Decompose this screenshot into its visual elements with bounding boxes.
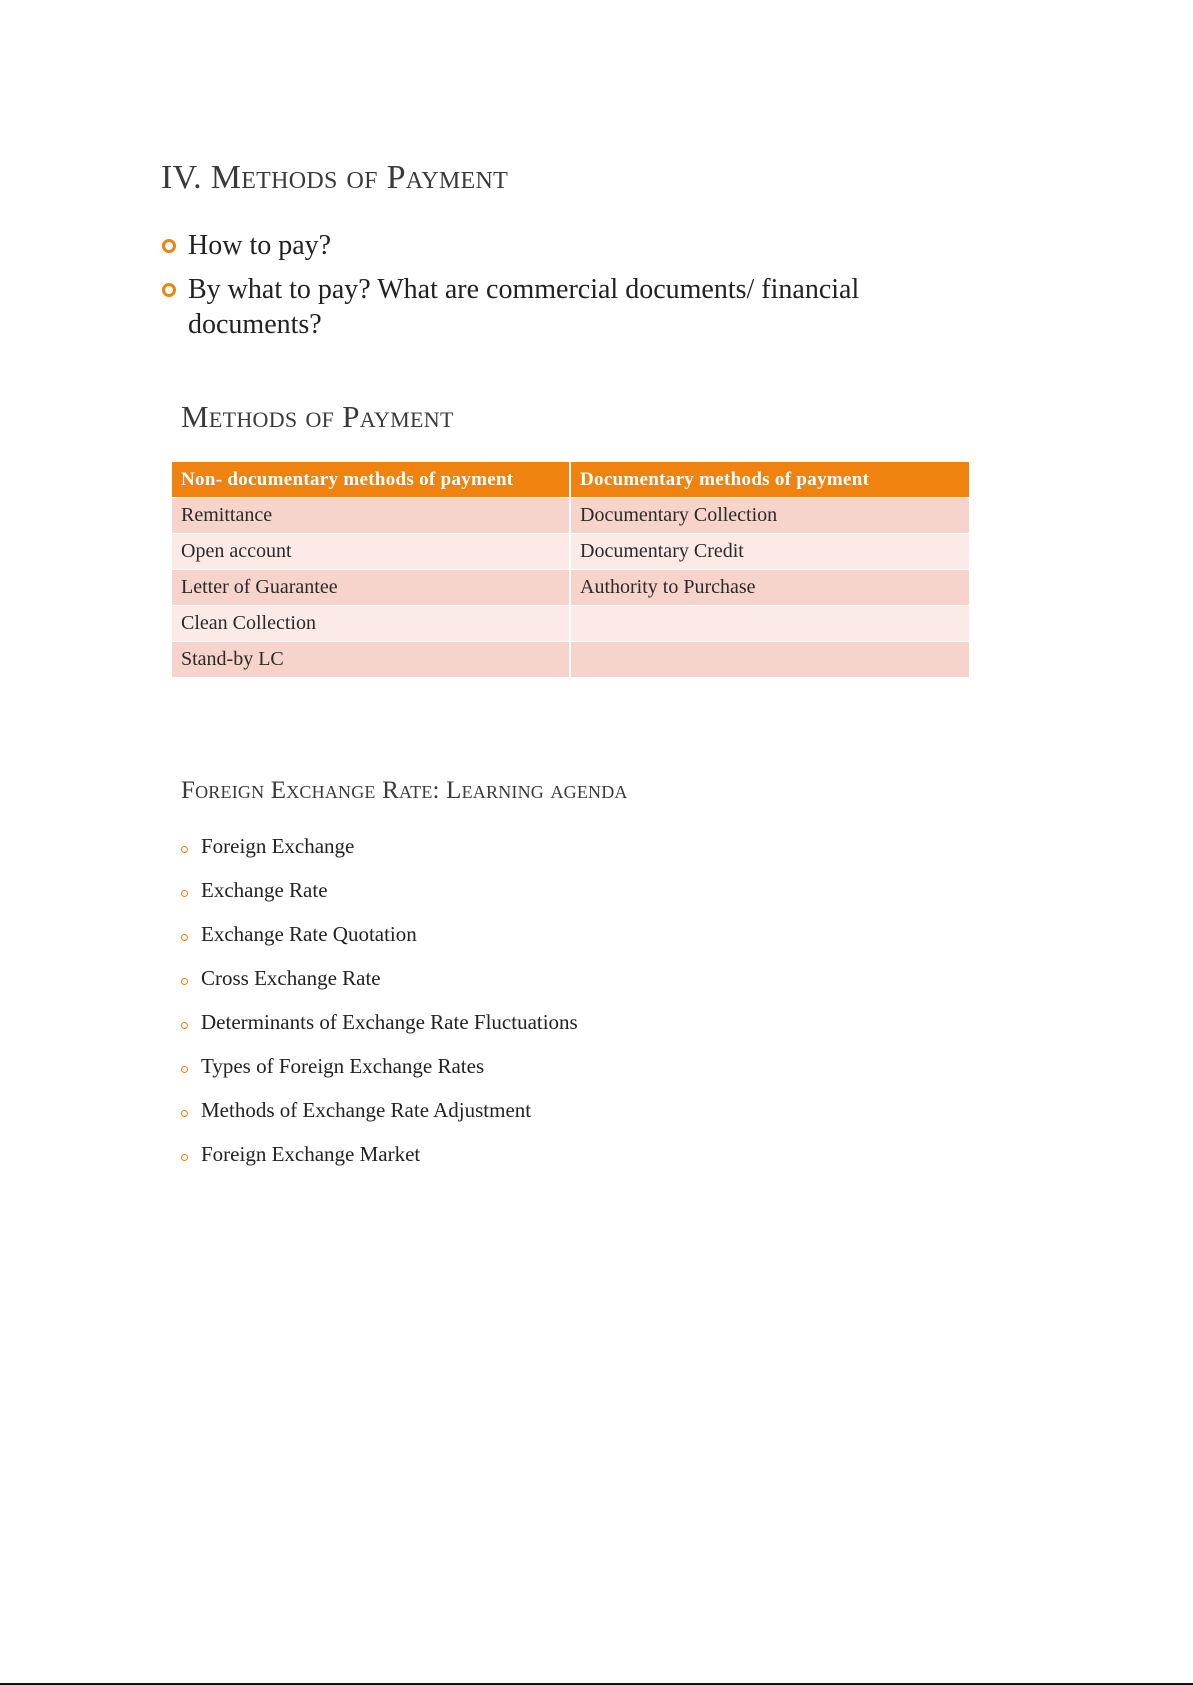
bullet-circle-icon: [181, 1022, 188, 1029]
table-row: [172, 534, 969, 570]
payment-methods-table: [172, 462, 969, 678]
table-cell: [570, 642, 969, 678]
table-cell: Clean Collection: [172, 606, 570, 642]
agenda-list: [180, 831, 880, 1183]
section-title: IV. Methods of Payment: [161, 159, 509, 196]
table-row: [172, 498, 969, 534]
agenda-item-text: Types of Foreign Exchange Rates: [201, 1054, 485, 1078]
bullet-circle-icon: [181, 978, 188, 985]
table-cell: Documentary Collection: [570, 498, 969, 534]
bullet-circle-icon: [181, 1066, 188, 1073]
agenda-item-text: Determinants of Exchange Rate Fluctuations: [201, 1010, 578, 1034]
table-row: [172, 606, 969, 642]
table-cell: Open account: [172, 534, 570, 570]
table-cell: Stand-by LC: [172, 642, 570, 678]
table-header-row: [172, 462, 969, 498]
question-text: By what to pay? What are commercial documents/ financial documents?: [188, 274, 860, 340]
table-cell: Authority to Purchase: [570, 570, 969, 606]
header-non-documentary: Non- documentary methods of payment: [172, 462, 570, 498]
table-cell: Letter of Guarantee: [172, 570, 570, 606]
payment-table-title: Methods of Payment: [181, 399, 454, 434]
list-item: [180, 1095, 880, 1139]
agenda-item-text: Exchange Rate Quotation: [201, 922, 417, 946]
table-cell: [570, 606, 969, 642]
header-documentary: Documentary methods of payment: [570, 462, 969, 498]
bullet-circle-icon: [181, 890, 188, 897]
list-item: [180, 919, 880, 963]
table-row: [172, 570, 969, 606]
list-item: [180, 963, 880, 1007]
agenda-title: Foreign Exchange Rate: Learning agenda: [181, 777, 628, 804]
question-list: [160, 228, 940, 351]
list-item: [180, 875, 880, 919]
bullet-circle-icon: [181, 1110, 188, 1117]
agenda-item-text: Methods of Exchange Rate Adjustment: [201, 1098, 532, 1122]
question-item: [160, 272, 940, 342]
question-text: How to pay?: [188, 230, 332, 261]
table-cell: Remittance: [172, 498, 570, 534]
list-item: [180, 1139, 880, 1183]
question-item: [160, 228, 940, 263]
bullet-circle-icon: [181, 1154, 188, 1161]
agenda-item-text: Foreign Exchange: [201, 834, 355, 858]
table-row: [172, 642, 969, 678]
bullet-circle-icon: [181, 846, 188, 853]
table-cell: Documentary Credit: [570, 534, 969, 570]
list-item: [180, 831, 880, 875]
bullet-circle-icon: [162, 239, 176, 253]
agenda-item-text: Foreign Exchange Market: [201, 1142, 421, 1166]
bullet-circle-icon: [162, 283, 176, 297]
list-item: [180, 1007, 880, 1051]
bullet-circle-icon: [181, 934, 188, 941]
agenda-item-text: Cross Exchange Rate: [201, 966, 381, 990]
list-item: [180, 1051, 880, 1095]
agenda-item-text: Exchange Rate: [201, 878, 328, 902]
